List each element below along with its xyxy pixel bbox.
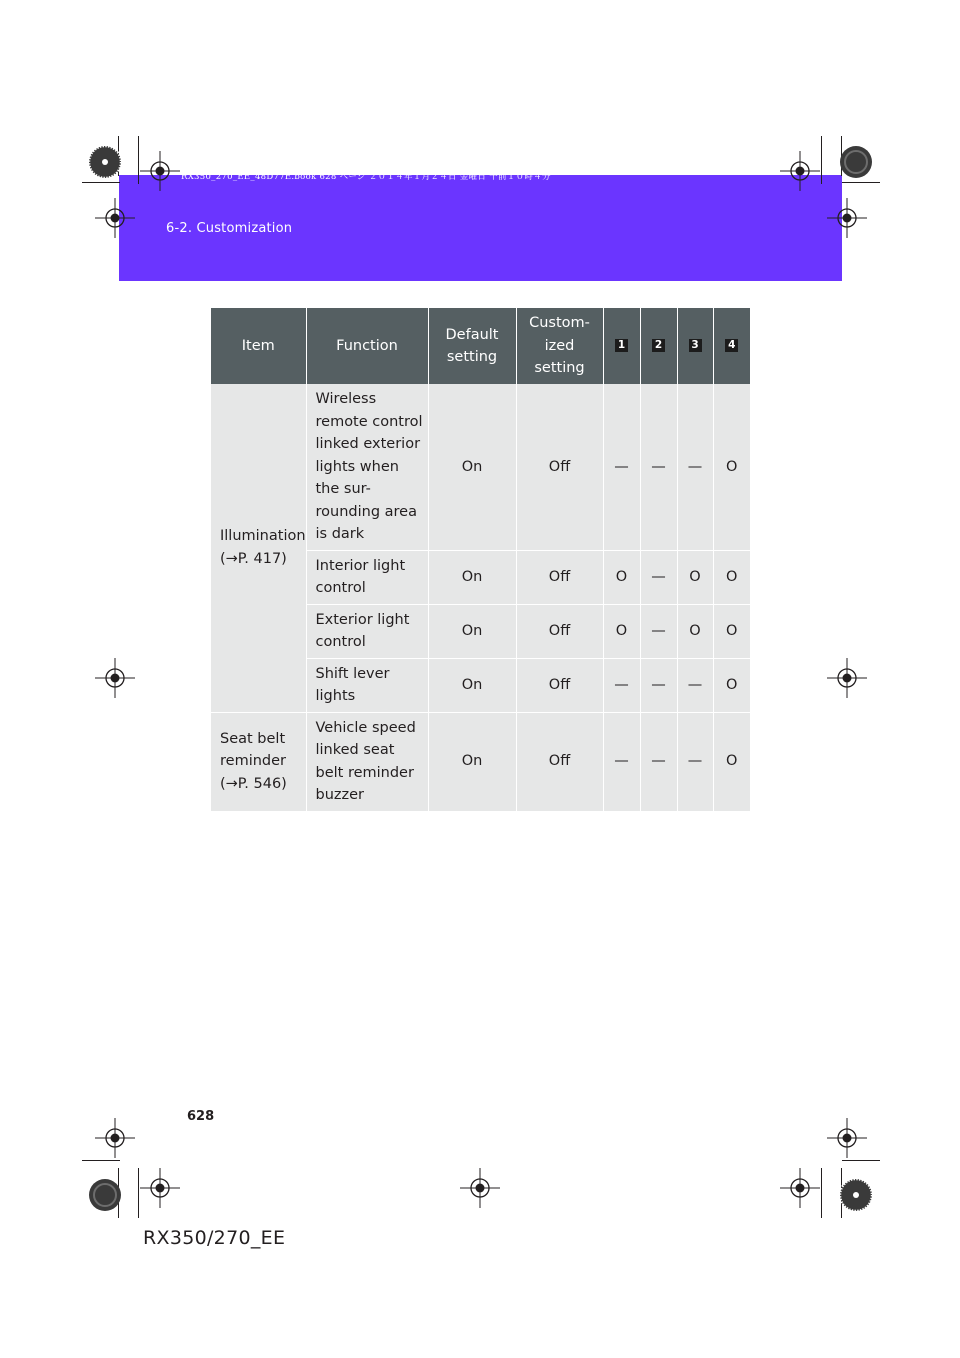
crop-line — [842, 1160, 880, 1161]
crop-line — [82, 182, 120, 183]
registration-mark-icon — [95, 658, 135, 698]
mark-cell: — — [603, 384, 640, 550]
customized-cell: Off — [516, 712, 603, 811]
customized-cell: Off — [516, 604, 603, 658]
default-cell: On — [428, 384, 516, 550]
table-header-row — [211, 308, 750, 384]
registration-mark-icon — [827, 1118, 867, 1158]
function-cell: Shift lever lights — [306, 658, 428, 712]
customized-cell: Off — [516, 658, 603, 712]
mark-cell: — — [640, 550, 677, 604]
table-row — [211, 384, 750, 550]
mark-cell: — — [640, 712, 677, 811]
mark-cell: — — [677, 712, 713, 811]
starburst-mark-icon — [839, 145, 873, 179]
column-header-item: Item — [211, 308, 306, 384]
number-badge-icon: 2 — [652, 339, 665, 352]
number-badge-icon: 4 — [725, 339, 738, 352]
mark-cell: — — [677, 384, 713, 550]
mark-cell: — — [640, 384, 677, 550]
column-header-function: Function — [306, 308, 428, 384]
registration-mark-icon — [827, 198, 867, 238]
crop-line — [821, 136, 822, 184]
column-header-customized: Custom-ized setting — [516, 308, 603, 384]
mark-cell: — — [677, 658, 713, 712]
default-cell: On — [428, 604, 516, 658]
function-cell: Exterior light control — [306, 604, 428, 658]
print-info: RX350_270_EE_48D77E.book 628 ページ ２０１４年１月２４日 金曜日 午前１０時４分 — [181, 172, 551, 182]
registration-mark-icon — [460, 1168, 500, 1208]
column-header-1 — [603, 308, 640, 384]
customized-cell: Off — [516, 384, 603, 550]
mark-cell: O — [713, 712, 750, 811]
table-row — [211, 712, 750, 811]
crop-line — [842, 182, 880, 183]
starburst-mark-icon — [839, 1178, 873, 1212]
mark-cell: O — [713, 604, 750, 658]
column-header-3 — [677, 308, 713, 384]
mark-cell: — — [603, 712, 640, 811]
customization-table — [211, 308, 750, 812]
mark-cell: — — [640, 604, 677, 658]
default-cell: On — [428, 550, 516, 604]
mark-cell: O — [677, 550, 713, 604]
page-number: 628 — [187, 1109, 215, 1124]
registration-mark-icon — [140, 151, 180, 191]
registration-mark-icon — [140, 1168, 180, 1208]
default-cell: On — [428, 658, 516, 712]
function-cell: Vehicle speed linked seat belt reminder buzzer — [306, 712, 428, 811]
number-badge-icon: 3 — [689, 339, 702, 352]
crop-line — [82, 1160, 120, 1161]
starburst-mark-icon — [88, 145, 122, 179]
item-cell: Seat belt reminder (→P. 546) — [211, 712, 306, 811]
number-badge-icon: 1 — [615, 339, 628, 352]
registration-mark-icon — [95, 198, 135, 238]
column-header-default: Default setting — [428, 308, 516, 384]
column-header-4 — [713, 308, 750, 384]
function-cell: Wireless remote control linked exterior lights when the sur-rounding area is dark — [306, 384, 428, 550]
section-title: 6-2. Customization — [166, 221, 293, 236]
mark-cell: O — [677, 604, 713, 658]
crop-line — [138, 136, 139, 184]
mark-cell: O — [713, 550, 750, 604]
registration-mark-icon — [95, 1118, 135, 1158]
default-cell: On — [428, 712, 516, 811]
mark-cell: O — [603, 550, 640, 604]
registration-mark-icon — [780, 1168, 820, 1208]
column-header-2 — [640, 308, 677, 384]
registration-mark-icon — [780, 151, 820, 191]
function-cell: Interior light control — [306, 550, 428, 604]
mark-cell: — — [640, 658, 677, 712]
starburst-mark-icon — [88, 1178, 122, 1212]
mark-cell: O — [713, 658, 750, 712]
mark-cell: O — [713, 384, 750, 550]
item-cell: Illumination (→P. 417) — [211, 384, 306, 712]
mark-cell: — — [603, 658, 640, 712]
model-code: RX350/270_EE — [143, 1227, 286, 1249]
customized-cell: Off — [516, 550, 603, 604]
mark-cell: O — [603, 604, 640, 658]
crop-line — [821, 1168, 822, 1218]
crop-line — [138, 1168, 139, 1218]
registration-mark-icon — [827, 658, 867, 698]
